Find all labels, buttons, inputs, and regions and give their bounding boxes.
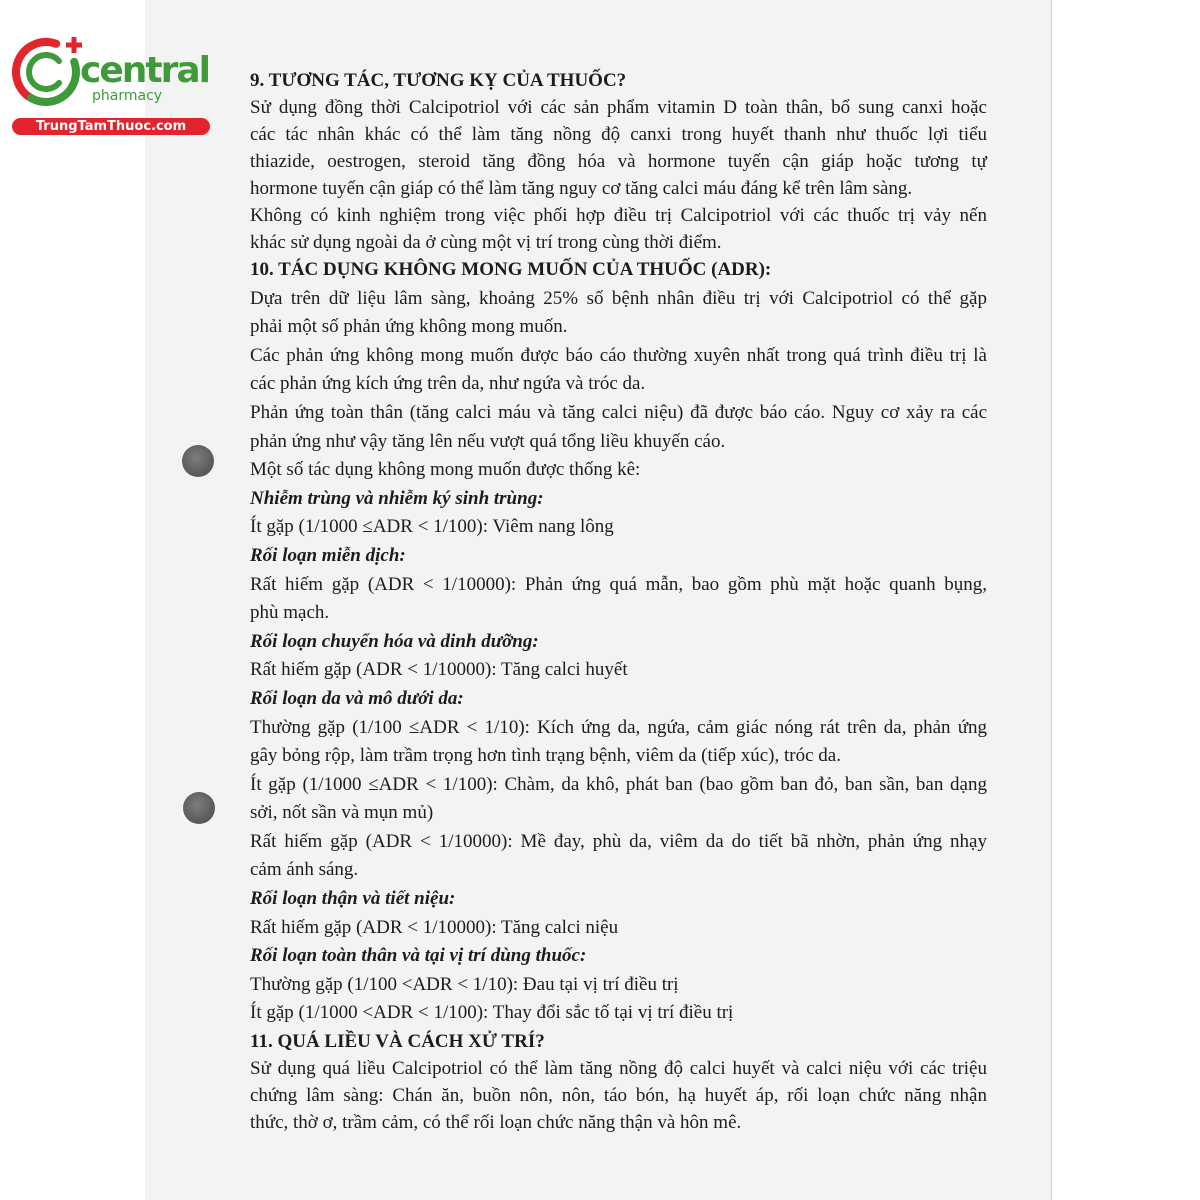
- text-line: Phản ứng toàn thân (tăng calci máu và tăng calci niệu) đã được báo cáo. Nguy cơ xảy ra các: [250, 401, 987, 423]
- punch-hole: [182, 445, 214, 477]
- text-line: phù mạch.: [250, 602, 330, 624]
- adr-category: [250, 885, 987, 942]
- section-overdose: [250, 1028, 987, 1136]
- adr-category: [250, 942, 987, 1028]
- category-title: Nhiễm trùng và nhiễm ký sinh trùng:: [250, 487, 544, 509]
- adr-category: [250, 485, 987, 542]
- paragraph: [250, 1055, 987, 1136]
- text-line: Một số tác dụng không mong muốn được thống kê:: [250, 459, 641, 481]
- text-line: Rất hiếm gặp (ADR < 1/10000): Mề đay, phù da, viêm da do tiết bã nhờn, phản ứng nhạy: [250, 830, 987, 852]
- paragraph: [250, 342, 987, 399]
- text-line: Sử dụng đồng thời Calcipotriol với các sản phẩm vitamin D toàn thân, bổ sung canxi hoặc: [250, 97, 987, 118]
- text-line: các tác nhân khác có thể làm tăng nồng độ canxi trong huyết thanh như thuốc lợi tiểu: [250, 124, 987, 145]
- section-heading: 11. QUÁ LIỀU VÀ CÁCH XỬ TRÍ?: [250, 1031, 545, 1053]
- pharmacy-logo: [0, 0, 220, 140]
- category-title: Rối loạn toàn thân và tại vị trí dùng thuốc:: [250, 945, 587, 967]
- logo-website-banner: TrungTamThuoc.com: [12, 118, 210, 135]
- text-line: Ít gặp (1/1000 ≤ADR < 1/100): Chàm, da khô, phát ban (bao gồm ban đỏ, ban sần, ban dạng: [250, 773, 987, 795]
- paragraph: [250, 94, 987, 202]
- text-line: Sử dụng quá liều Calcipotriol có thể làm tăng nồng độ calci huyết và calci niệu với các triệu: [250, 1058, 987, 1080]
- text-line: các phản ứng kích ứng trên da, như ngứa và tróc da.: [250, 373, 646, 395]
- adr-category: [250, 628, 987, 685]
- text-line: Rất hiếm gặp (ADR < 1/10000): Tăng calci huyết: [250, 659, 628, 681]
- section-adverse-reactions: [250, 256, 987, 1028]
- category-title: Rối loạn da và mô dưới da:: [250, 687, 464, 709]
- category-title: Rối loạn miễn dịch:: [250, 544, 406, 566]
- document-body: [250, 67, 987, 1136]
- punch-hole: [183, 792, 215, 824]
- logo-brand-name: central: [80, 50, 209, 91]
- text-line: thức, thờ ơ, trầm cảm, có thể rối loạn chức năng thận và hôn mê.: [250, 1112, 742, 1134]
- text-line: gây bỏng rộp, làm trầm trọng hơn tình trạng bệnh, viêm da (tiếp xúc), tróc da.: [250, 745, 841, 767]
- text-line: Không có kinh nghiệm trong việc phối hợp điều trị Calcipotriol với các thuốc trị vảy nến: [250, 205, 987, 226]
- text-line: phản ứng như vậy tăng lên nếu vượt quá tổng liều khuyến cáo.: [250, 430, 726, 452]
- text-line: hormone tuyến cận giáp có thể làm tăng nguy cơ tăng calci máu đáng kể trên lâm sàng.: [250, 178, 913, 199]
- paragraph: [250, 285, 987, 342]
- section-heading: 10. TÁC DỤNG KHÔNG MONG MUỐN CỦA THUỐC (ADR):: [250, 259, 772, 280]
- text-line: thiazide, oestrogen, steroid tăng đồng hóa và hormone tuyến cận giáp hoặc tương tự: [250, 151, 987, 172]
- logo-tagline: pharmacy: [92, 88, 163, 104]
- section-heading: 9. TƯƠNG TÁC, TƯƠNG KỴ CỦA THUỐC?: [250, 70, 627, 91]
- section-interactions: [250, 67, 987, 256]
- text-line: phải một số phản ứng không mong muốn.: [250, 316, 568, 338]
- text-line: sởi, nốt sần và mụn mủ): [250, 802, 434, 824]
- text-line: Thường gặp (1/100 ≤ADR < 1/10): Kích ứng da, ngứa, cảm giác nóng rát trên da, phản ứng: [250, 716, 987, 738]
- paragraph: [250, 399, 987, 456]
- pharmacy-cross-icon: [6, 32, 86, 112]
- text-line: Thường gặp (1/100 <ADR < 1/10): Đau tại vị trí điều trị: [250, 973, 679, 995]
- text-line: Rất hiếm gặp (ADR < 1/10000): Phản ứng quá mẫn, bao gồm phù mặt hoặc quanh bụng,: [250, 573, 987, 595]
- text-line: khác sử dụng ngoài da ở cùng một vị trí trong cùng thời điểm.: [250, 232, 722, 253]
- text-line: Dựa trên dữ liệu lâm sàng, khoảng 25% số bệnh nhân điều trị với Calcipotriol có thể gặp: [250, 287, 987, 309]
- text-line: Rất hiếm gặp (ADR < 1/10000): Tăng calci niệu: [250, 916, 619, 938]
- text-line: Các phản ứng không mong muốn được báo cáo thường xuyên nhất trong quá trình điều trị là: [250, 344, 987, 366]
- text-line: chứng lâm sàng: Chán ăn, buồn nôn, nôn, táo bón, hạ huyết áp, rối loạn chức năng nhận: [250, 1085, 987, 1107]
- paragraph: [250, 202, 987, 256]
- adr-category: [250, 685, 987, 885]
- paragraph: [250, 456, 987, 485]
- text-line: Ít gặp (1/1000 <ADR < 1/100): Thay đổi sắc tố tại vị trí điều trị: [250, 1002, 734, 1024]
- adr-category: [250, 542, 987, 628]
- text-line: Ít gặp (1/1000 ≤ADR < 1/100): Viêm nang lông: [250, 516, 614, 538]
- category-title: Rối loạn chuyển hóa và dinh dưỡng:: [250, 630, 539, 652]
- category-title: Rối loạn thận và tiết niệu:: [250, 888, 456, 910]
- text-line: cảm ánh sáng.: [250, 859, 359, 881]
